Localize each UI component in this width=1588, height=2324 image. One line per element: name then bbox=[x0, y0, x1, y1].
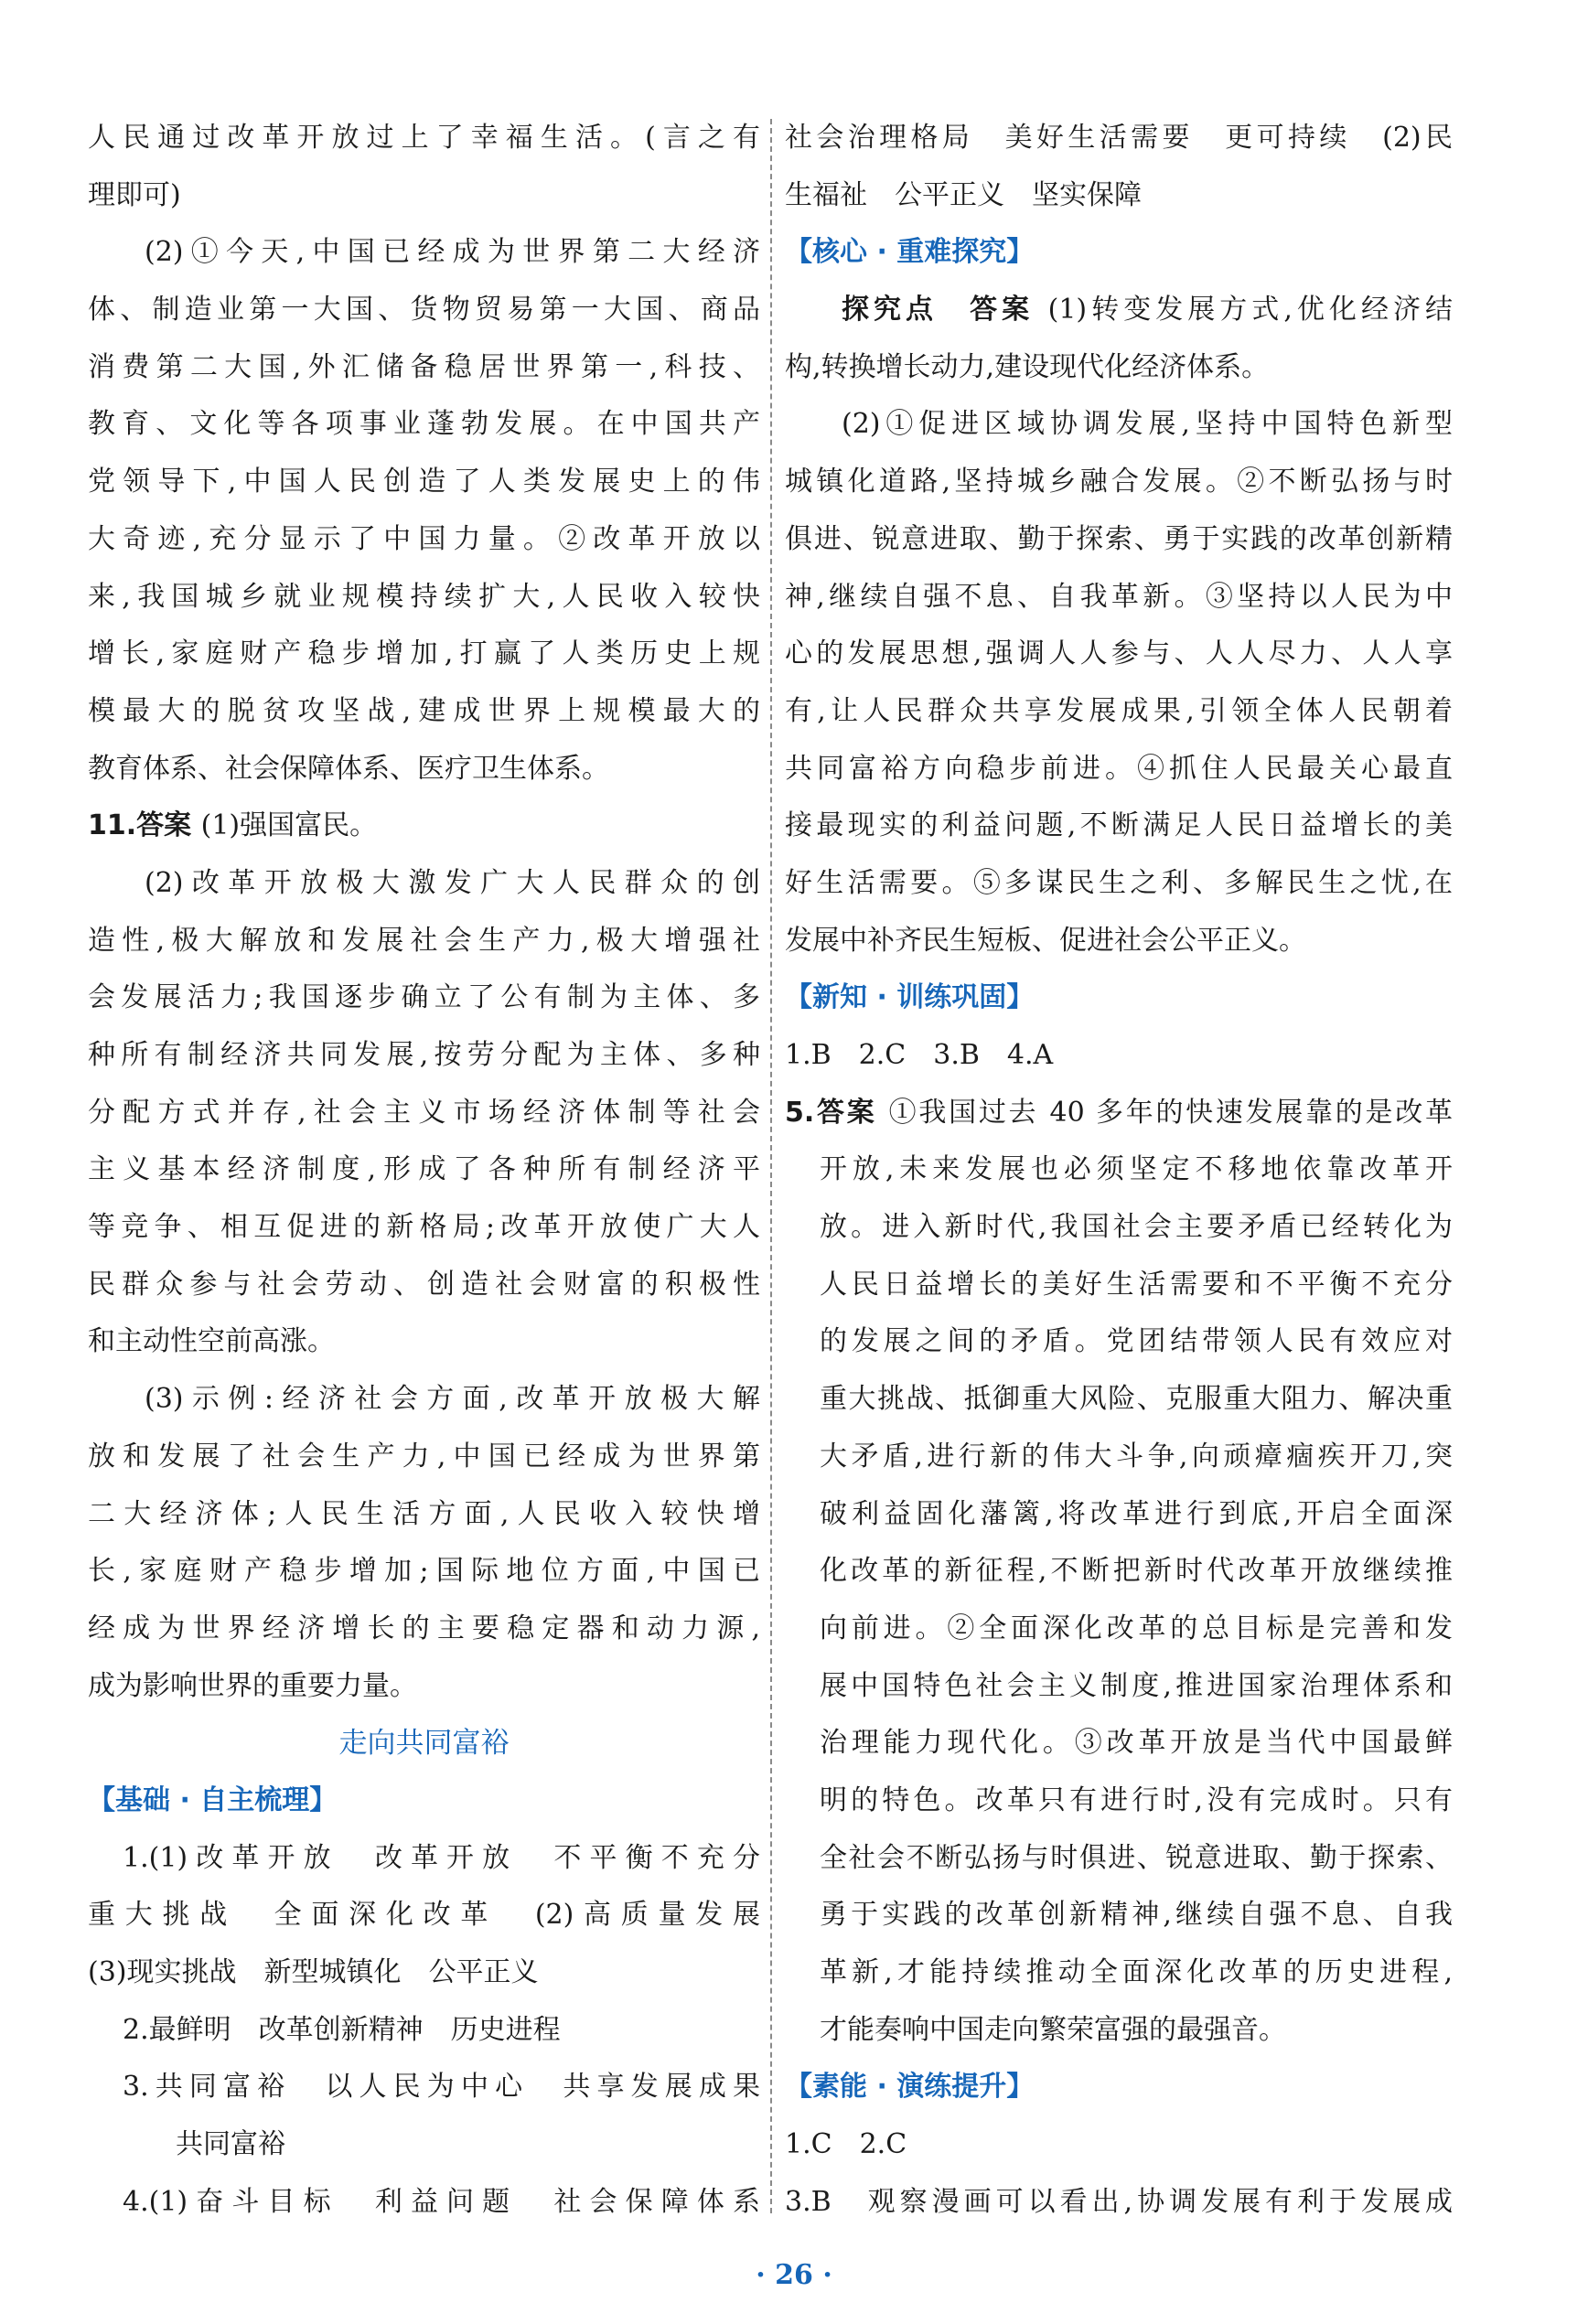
text-line bbox=[88, 396, 760, 454]
text-line bbox=[785, 1601, 1453, 1658]
line-text: 大矛盾,进行新的伟大斗争,向顽瘴痼疾开刀,突 bbox=[820, 1440, 1453, 1473]
text-line bbox=[785, 1887, 1453, 1944]
text-line bbox=[785, 1944, 1453, 2002]
line-text: 1.C 2.C bbox=[785, 2128, 907, 2161]
text-line bbox=[785, 1429, 1453, 1486]
line-text: 展中国特色社会主义制度,推进国家治理体系和 bbox=[820, 1669, 1453, 1702]
text-line bbox=[785, 2174, 1453, 2232]
line-text: 1.(1)改革开放 改革开放 不平衡不充分 bbox=[123, 1841, 760, 1874]
text-line bbox=[785, 1543, 1453, 1601]
line-text: 才能奏响中国走向繁荣富强的最强音。 bbox=[820, 2013, 1286, 2046]
text-line bbox=[88, 511, 760, 569]
text-line bbox=[785, 339, 1453, 397]
text-line bbox=[88, 1141, 760, 1199]
line-text: 人民通过改革开放过上了幸福生活。(言之有 bbox=[88, 122, 760, 154]
line-text: 神,继续自强不息、自我革新。③坚持以人民为中 bbox=[785, 580, 1453, 613]
line-text: 治理能力现代化。③改革开放是当代中国最鲜 bbox=[820, 1727, 1453, 1760]
section-heading: 【新知 · 训练巩固】 bbox=[785, 981, 1035, 1014]
line-text: 会发展活力;我国逐步确立了公有制为主体、多 bbox=[88, 981, 760, 1014]
line-text: 党领导下,中国人民创造了人类发展史上的伟 bbox=[88, 466, 760, 498]
line-text: (2)①促进区域协调发展,坚持中国特色新型 bbox=[842, 408, 1453, 441]
text-line bbox=[88, 2174, 760, 2232]
text-line bbox=[88, 1257, 760, 1314]
line-text: 城镇化道路,坚持城乡融合发展。②不断弘扬与时 bbox=[785, 466, 1453, 498]
line-text: 放。进入新时代,我国社会主要矛盾已经转化为 bbox=[820, 1211, 1453, 1244]
text-line bbox=[88, 1371, 760, 1429]
line-text: 经成为世界经济增长的主要稳定器和动力源, bbox=[88, 1612, 760, 1644]
text-line bbox=[785, 1486, 1453, 1544]
text-line bbox=[88, 110, 760, 167]
line-text: 破利益固化藩篱,将改革进行到底,开启全面深 bbox=[820, 1497, 1453, 1530]
right-column bbox=[785, 110, 1453, 2231]
line-text: 放和发展了社会生产力,中国已经成为世界第 bbox=[88, 1440, 760, 1473]
line-text: 等竞争、相互促进的新格局;改革开放使广大人 bbox=[88, 1211, 760, 1244]
line-text: 有,让人民群众共享发展成果,引领全体人民朝着 bbox=[785, 694, 1453, 727]
text-line bbox=[88, 1085, 760, 1142]
text-line bbox=[785, 798, 1453, 855]
text-line bbox=[88, 1313, 760, 1371]
text-line bbox=[785, 1027, 1453, 1085]
text-line bbox=[785, 626, 1453, 683]
line-text: 教育、文化等各项事业蓬勃发展。在中国共产 bbox=[88, 408, 760, 441]
text-line bbox=[785, 855, 1453, 913]
text-line bbox=[88, 683, 760, 741]
text-line bbox=[88, 224, 760, 282]
lesson-title: 走向共同富裕 bbox=[338, 1727, 510, 1761]
text-line bbox=[785, 282, 1453, 339]
line-text: 来,我国城乡就业规模持续扩大,人民收入较快 bbox=[88, 580, 760, 613]
section-heading: 【基础 · 自主梳理】 bbox=[88, 1783, 338, 1816]
line-text: 4.(1)奋斗目标 利益问题 社会保障体系 bbox=[123, 2185, 760, 2218]
text-line bbox=[88, 2116, 760, 2174]
text-line bbox=[785, 1199, 1453, 1257]
text-line bbox=[88, 339, 760, 397]
line-text: 二大经济体;人民生活方面,人民收入较快增 bbox=[88, 1497, 760, 1530]
question-number: 5. bbox=[785, 1096, 815, 1129]
line-text: 长,家庭财产稳步增加;国际地位方面,中国已 bbox=[88, 1555, 760, 1588]
line-text: 种所有制经济共同发展,按劳分配为主体、多种 bbox=[88, 1039, 760, 1071]
section-heading: 【核心 · 重难探究】 bbox=[785, 236, 1035, 269]
line-text: 2.最鲜明 改革创新精神 历史进程 bbox=[123, 2013, 561, 2046]
line-text: 增长,家庭财产稳步增加,打赢了人类历史上规 bbox=[88, 637, 760, 670]
line-text: (3)现实挑战 新型城镇化 公平正义 bbox=[88, 1956, 539, 1988]
text-line bbox=[88, 855, 760, 913]
text-line bbox=[785, 2116, 1453, 2174]
line-text: 共同富裕 bbox=[176, 2128, 285, 2161]
line-text: 好生活需要。⑤多谋民生之利、多解民生之忧,在 bbox=[785, 866, 1453, 899]
answer-label: 探究点 答案 bbox=[842, 294, 1048, 327]
text-line bbox=[88, 626, 760, 683]
text-line bbox=[88, 569, 760, 627]
text-line bbox=[785, 1772, 1453, 1830]
line-text: 发展中补齐民生短板、促进社会公平正义。 bbox=[785, 924, 1306, 957]
line-text: 人民日益增长的美好生活需要和不平衡不充分 bbox=[820, 1268, 1453, 1301]
text-line bbox=[88, 1486, 760, 1544]
text-line bbox=[88, 454, 760, 511]
text-line bbox=[785, 110, 1453, 167]
line-text: 重大挑战、抵御重大风险、克服重大阻力、解决重 bbox=[820, 1383, 1453, 1416]
text-line bbox=[785, 741, 1453, 798]
text-line bbox=[88, 913, 760, 970]
text-line bbox=[88, 798, 760, 855]
text-line bbox=[88, 1944, 760, 2002]
line-text: (1)转变发展方式,优化经济结 bbox=[1047, 294, 1453, 327]
text-line bbox=[88, 1543, 760, 1601]
text-line bbox=[88, 1830, 760, 1888]
line-text: 成为影响世界的重要力量。 bbox=[88, 1669, 417, 1702]
line-text: 体、制造业第一大国、货物贸易第一大国、商品 bbox=[88, 294, 760, 327]
line-text: 造性,极大解放和发展社会生产力,极大增强社 bbox=[88, 924, 760, 957]
line-text: 模最大的脱贫攻坚战,建成世界上规模最大的 bbox=[88, 694, 760, 727]
line-text: (1)强国富民。 bbox=[200, 809, 378, 842]
line-text: 心的发展思想,强调人人参与、人人尽力、人人享 bbox=[785, 637, 1453, 670]
text-line bbox=[88, 1027, 760, 1085]
text-line bbox=[88, 1429, 760, 1486]
text-line bbox=[785, 1257, 1453, 1314]
text-line bbox=[88, 167, 760, 225]
line-text: 1.B 2.C 3.B 4.A bbox=[785, 1039, 1054, 1071]
line-text: 开放,未来发展也必须坚定不移地依靠改革开 bbox=[820, 1153, 1453, 1186]
line-text: 分配方式并存,社会主义市场经济体制等社会 bbox=[88, 1096, 760, 1129]
text-line bbox=[88, 1199, 760, 1257]
text-line bbox=[785, 2002, 1453, 2060]
line-text: 接最现实的利益问题,不断满足人民日益增长的美 bbox=[785, 809, 1453, 842]
line-text: 社会治理格局 美好生活需要 更可持续 (2)民 bbox=[785, 122, 1453, 154]
text-line bbox=[785, 913, 1453, 970]
text-line bbox=[88, 1658, 760, 1716]
line-text: 俱进、锐意进取、勤于探索、勇于实践的改革创新精 bbox=[785, 522, 1453, 555]
text-line bbox=[785, 1141, 1453, 1199]
text-line bbox=[785, 1715, 1453, 1772]
text-line bbox=[88, 2059, 760, 2116]
line-text: 教育体系、社会保障体系、医疗卫生体系。 bbox=[88, 752, 609, 785]
section-heading: 【素能 · 演练提升】 bbox=[785, 2071, 1035, 2104]
text-line bbox=[88, 282, 760, 339]
text-line bbox=[785, 1830, 1453, 1888]
answer-label: 答案 bbox=[814, 1096, 889, 1129]
line-text: 主义基本经济制度,形成了各种所有制经济平 bbox=[88, 1153, 760, 1186]
line-text: 消费第二大国,外汇储备稳居世界第一,科技、 bbox=[88, 350, 760, 383]
text-line bbox=[88, 1887, 760, 1944]
text-line bbox=[88, 1601, 760, 1658]
line-text: 化改革的新征程,不断把新时代改革开放继续推 bbox=[820, 1555, 1453, 1588]
line-text: 3.共同富裕 以人民为中心 共享发展成果 bbox=[123, 2071, 760, 2104]
text-line bbox=[785, 1313, 1453, 1371]
text-line bbox=[785, 569, 1453, 627]
line-text: 向前进。②全面深化改革的总目标是完善和发 bbox=[820, 1612, 1453, 1644]
text-line bbox=[785, 1371, 1453, 1429]
line-text: 生福祉 公平正义 坚实保障 bbox=[785, 178, 1142, 211]
line-text: 重大挑战 全面深化改革 (2)高质量发展 bbox=[88, 1899, 760, 1932]
line-text: 明的特色。改革只有进行时,没有完成时。只有 bbox=[820, 1783, 1453, 1816]
question-number: 11. bbox=[88, 809, 137, 842]
text-line bbox=[88, 2002, 760, 2060]
page-number: · 26 · bbox=[756, 2259, 832, 2291]
text-line bbox=[88, 969, 760, 1027]
text-line bbox=[785, 1658, 1453, 1716]
line-text: 勇于实践的改革创新精神,继续自强不息、自我 bbox=[820, 1899, 1453, 1932]
text-line bbox=[785, 454, 1453, 511]
line-text: 全社会不断弘扬与时俱进、锐意进取、勤于探索、 bbox=[820, 1841, 1453, 1874]
column-divider bbox=[770, 119, 772, 2213]
line-text: 和主动性空前高涨。 bbox=[88, 1325, 335, 1358]
text-line bbox=[785, 396, 1453, 454]
line-text: 构,转换增长动力,建设现代化经济体系。 bbox=[785, 350, 1270, 383]
left-column bbox=[88, 110, 760, 2231]
text-line bbox=[785, 167, 1453, 225]
line-text: 共同富裕方向稳步前进。④抓住人民最关心最直 bbox=[785, 752, 1453, 785]
line-text: 的发展之间的矛盾。党团结带领人民有效应对 bbox=[820, 1325, 1453, 1358]
text-line bbox=[88, 741, 760, 798]
answer-label: 答案 bbox=[136, 809, 201, 842]
line-text: 民群众参与社会劳动、创造社会财富的积极性 bbox=[88, 1268, 760, 1301]
line-text: (3)示例:经济社会方面,改革开放极大解 bbox=[145, 1383, 760, 1416]
text-line bbox=[785, 511, 1453, 569]
line-text: (2)①今天,中国已经成为世界第二大经济 bbox=[145, 236, 760, 269]
line-text: 大奇迹,充分显示了中国力量。②改革开放以 bbox=[88, 522, 760, 555]
line-text: 3.B 观察漫画可以看出,协调发展有利于发展成 bbox=[785, 2185, 1453, 2218]
line-text: ①我国过去 40 多年的快速发展靠的是改革 bbox=[888, 1096, 1453, 1129]
line-text: 理即可) bbox=[88, 178, 181, 211]
text-line bbox=[785, 1085, 1453, 1142]
text-line bbox=[785, 683, 1453, 741]
line-text: (2)改革开放极大激发广大人民群众的创 bbox=[145, 866, 760, 899]
line-text: 革新,才能持续推动全面深化改革的历史进程, bbox=[820, 1956, 1453, 1988]
